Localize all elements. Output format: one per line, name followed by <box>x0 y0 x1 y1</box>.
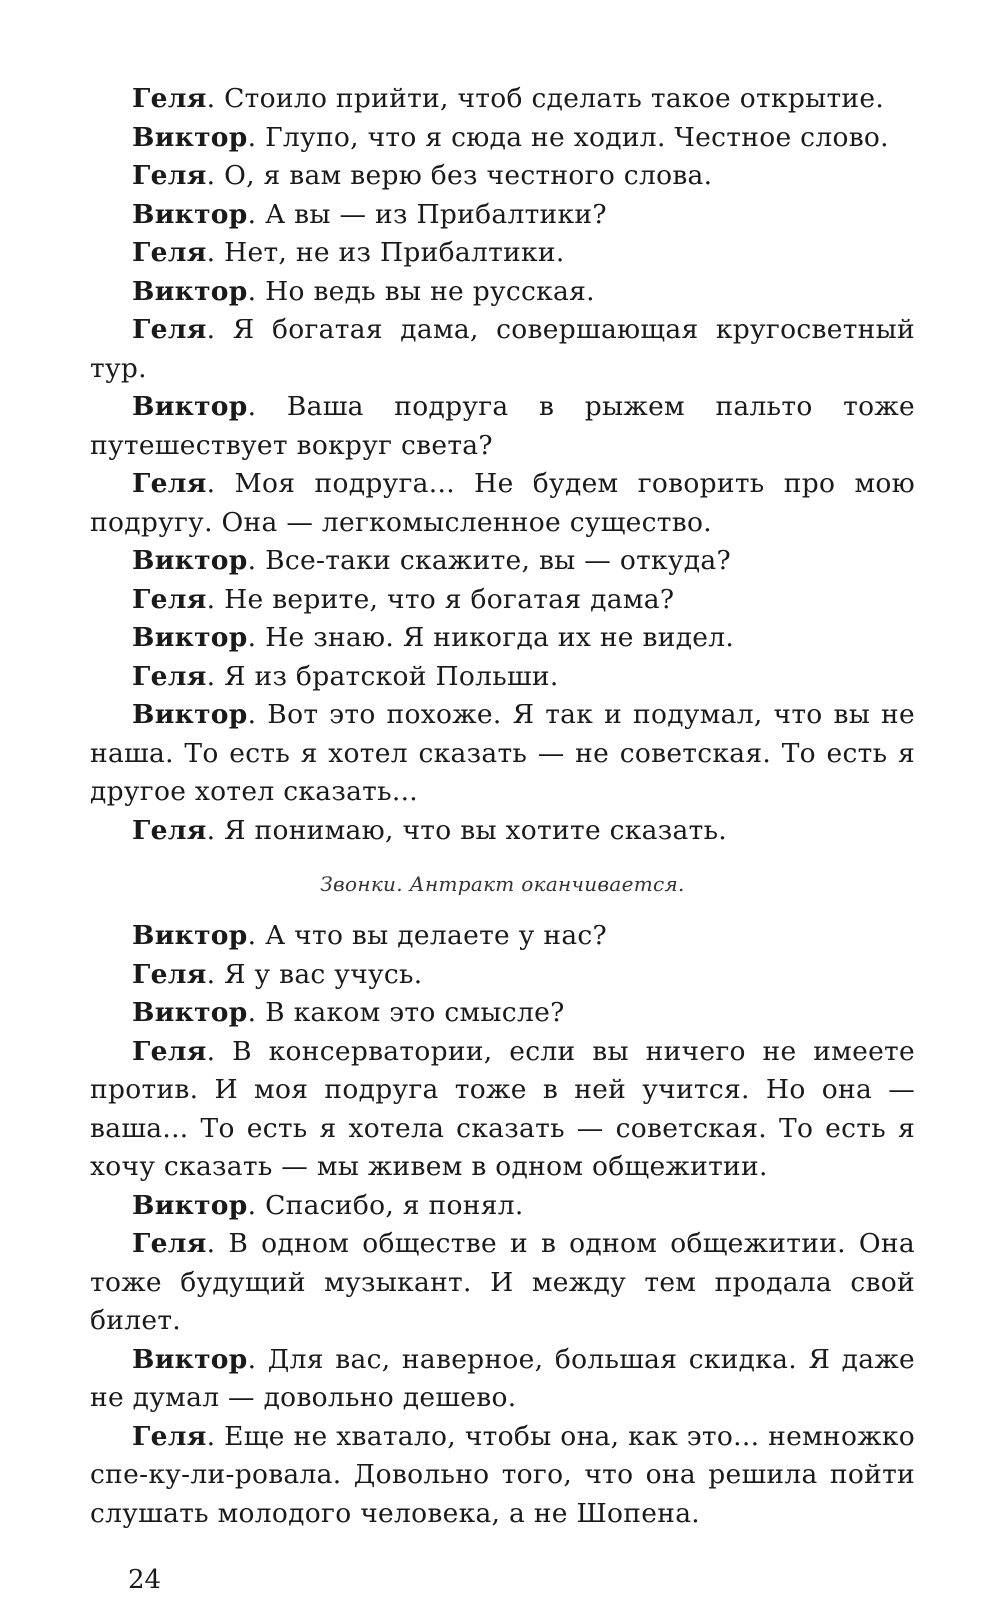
speaker-name: Виктор <box>132 275 248 307</box>
line-text: . Спасибо, я понял. <box>247 1189 524 1221</box>
line-text: . Я понимаю, что вы хотите сказать. <box>206 814 728 846</box>
line-text: . В консерватории, если вы ничего не имеете против. И моя подруга тоже в ней учится. Но она — ваша... То есть я хотела сказать — советская. То есть я хочу сказать — мы живем в одном общежитии. <box>90 1035 915 1182</box>
line-text: . Я из братской Польши. <box>206 660 559 692</box>
line-text: . Ваша подруга в рыжем пальто тоже путешествует вокруг света? <box>90 391 915 461</box>
dialogue-section-1 <box>90 80 915 850</box>
dialogue-line <box>90 234 915 273</box>
line-text: . В каком это смысле? <box>247 997 565 1028</box>
speaker-name: Геля <box>132 1228 207 1259</box>
dialogue-line <box>90 157 915 196</box>
line-text: . Вот это похоже. Я так и подумал, что вы не наша. То есть я хотел сказать — не советская. То есть я другое хотел сказать... <box>90 699 915 807</box>
dialogue-line <box>90 658 915 697</box>
dialogue-line <box>90 80 915 119</box>
speaker-name: Виктор <box>132 1343 248 1375</box>
page-number: 24 <box>128 1565 162 1595</box>
speaker-name: Виктор <box>132 391 248 422</box>
speaker-name: Геля <box>132 237 207 268</box>
dialogue-section-2 <box>90 917 915 1533</box>
speaker-name: Виктор <box>132 545 248 576</box>
dialogue-line <box>90 542 915 581</box>
play-text <box>90 80 915 1533</box>
speaker-name: Виктор <box>132 997 248 1028</box>
speaker-name: Геля <box>132 660 207 692</box>
line-text: . Не знаю. Я никогда их не видел. <box>247 622 735 653</box>
line-text: . Глупо, что я сюда не ходил. Честное слово. <box>247 121 889 153</box>
speaker-name: Виктор <box>132 920 248 951</box>
line-text: . Но ведь вы не русская. <box>247 275 595 307</box>
speaker-name: Геля <box>132 160 207 191</box>
dialogue-line <box>90 119 915 158</box>
line-text: . Я богатая дама, совершающая кругосветный тур. <box>90 314 915 384</box>
dialogue-line <box>90 696 915 812</box>
dialogue-line <box>90 812 915 851</box>
dialogue-line <box>90 1187 915 1226</box>
line-text: . Для вас, наверное, большая скидка. Я даже не думал — довольно дешево. <box>90 1343 915 1413</box>
line-text: . Стоило прийти, чтоб сделать такое открытие. <box>206 83 885 114</box>
speaker-name: Виктор <box>132 622 248 653</box>
line-text: . А что вы делаете у нас? <box>247 920 608 951</box>
dialogue-line <box>90 956 915 995</box>
dialogue-line <box>90 1418 915 1534</box>
line-text: . Еще не хватало, чтобы она, как это... немножко спе-ку-ли-ровала. Довольно того, что она решила пойти слушать молодого человека, а не Шопена. <box>90 1420 915 1529</box>
line-text: . Все-таки скажите, вы — откуда? <box>247 545 732 576</box>
speaker-name: Геля <box>132 583 207 615</box>
line-text: . Моя подруга... Не будем говорить про мою подругу. Она — легкомысленное существо. <box>90 468 915 538</box>
speaker-name: Геля <box>132 1035 207 1067</box>
dialogue-line <box>90 1033 915 1187</box>
dialogue-line <box>90 581 915 620</box>
line-text: . Не верите, что я богатая дама? <box>206 583 675 615</box>
dialogue-line <box>90 311 915 388</box>
speaker-name: Геля <box>132 958 207 990</box>
speaker-name: Геля <box>132 83 207 114</box>
speaker-name: Виктор <box>132 198 248 230</box>
speaker-name: Геля <box>132 314 207 345</box>
stage-direction: Звонки. Антракт оканчивается. <box>320 872 685 896</box>
speaker-name: Виктор <box>132 1189 248 1221</box>
speaker-name: Геля <box>132 1420 207 1452</box>
dialogue-line <box>90 465 915 542</box>
line-text: . О, я вам верю без честного слова. <box>206 160 713 191</box>
dialogue-line <box>90 619 915 658</box>
dialogue-line <box>90 994 915 1033</box>
speaker-name: Геля <box>132 814 207 846</box>
speaker-name: Виктор <box>132 699 248 730</box>
dialogue-line <box>90 388 915 465</box>
dialogue-line <box>90 917 915 956</box>
dialogue-line <box>90 196 915 235</box>
line-text: . Я у вас учусь. <box>206 958 423 990</box>
dialogue-line <box>90 1225 915 1341</box>
line-text: . А вы — из Прибалтики? <box>247 198 607 230</box>
dialogue-line <box>90 1341 915 1418</box>
speaker-name: Геля <box>132 468 207 499</box>
line-text: . В одном обществе и в одном общежитии. Она тоже будущий музыкант. И между тем продала свой билет. <box>90 1228 915 1336</box>
dialogue-line <box>90 273 915 312</box>
speaker-name: Виктор <box>132 121 248 153</box>
line-text: . Нет, не из Прибалтики. <box>206 237 565 268</box>
